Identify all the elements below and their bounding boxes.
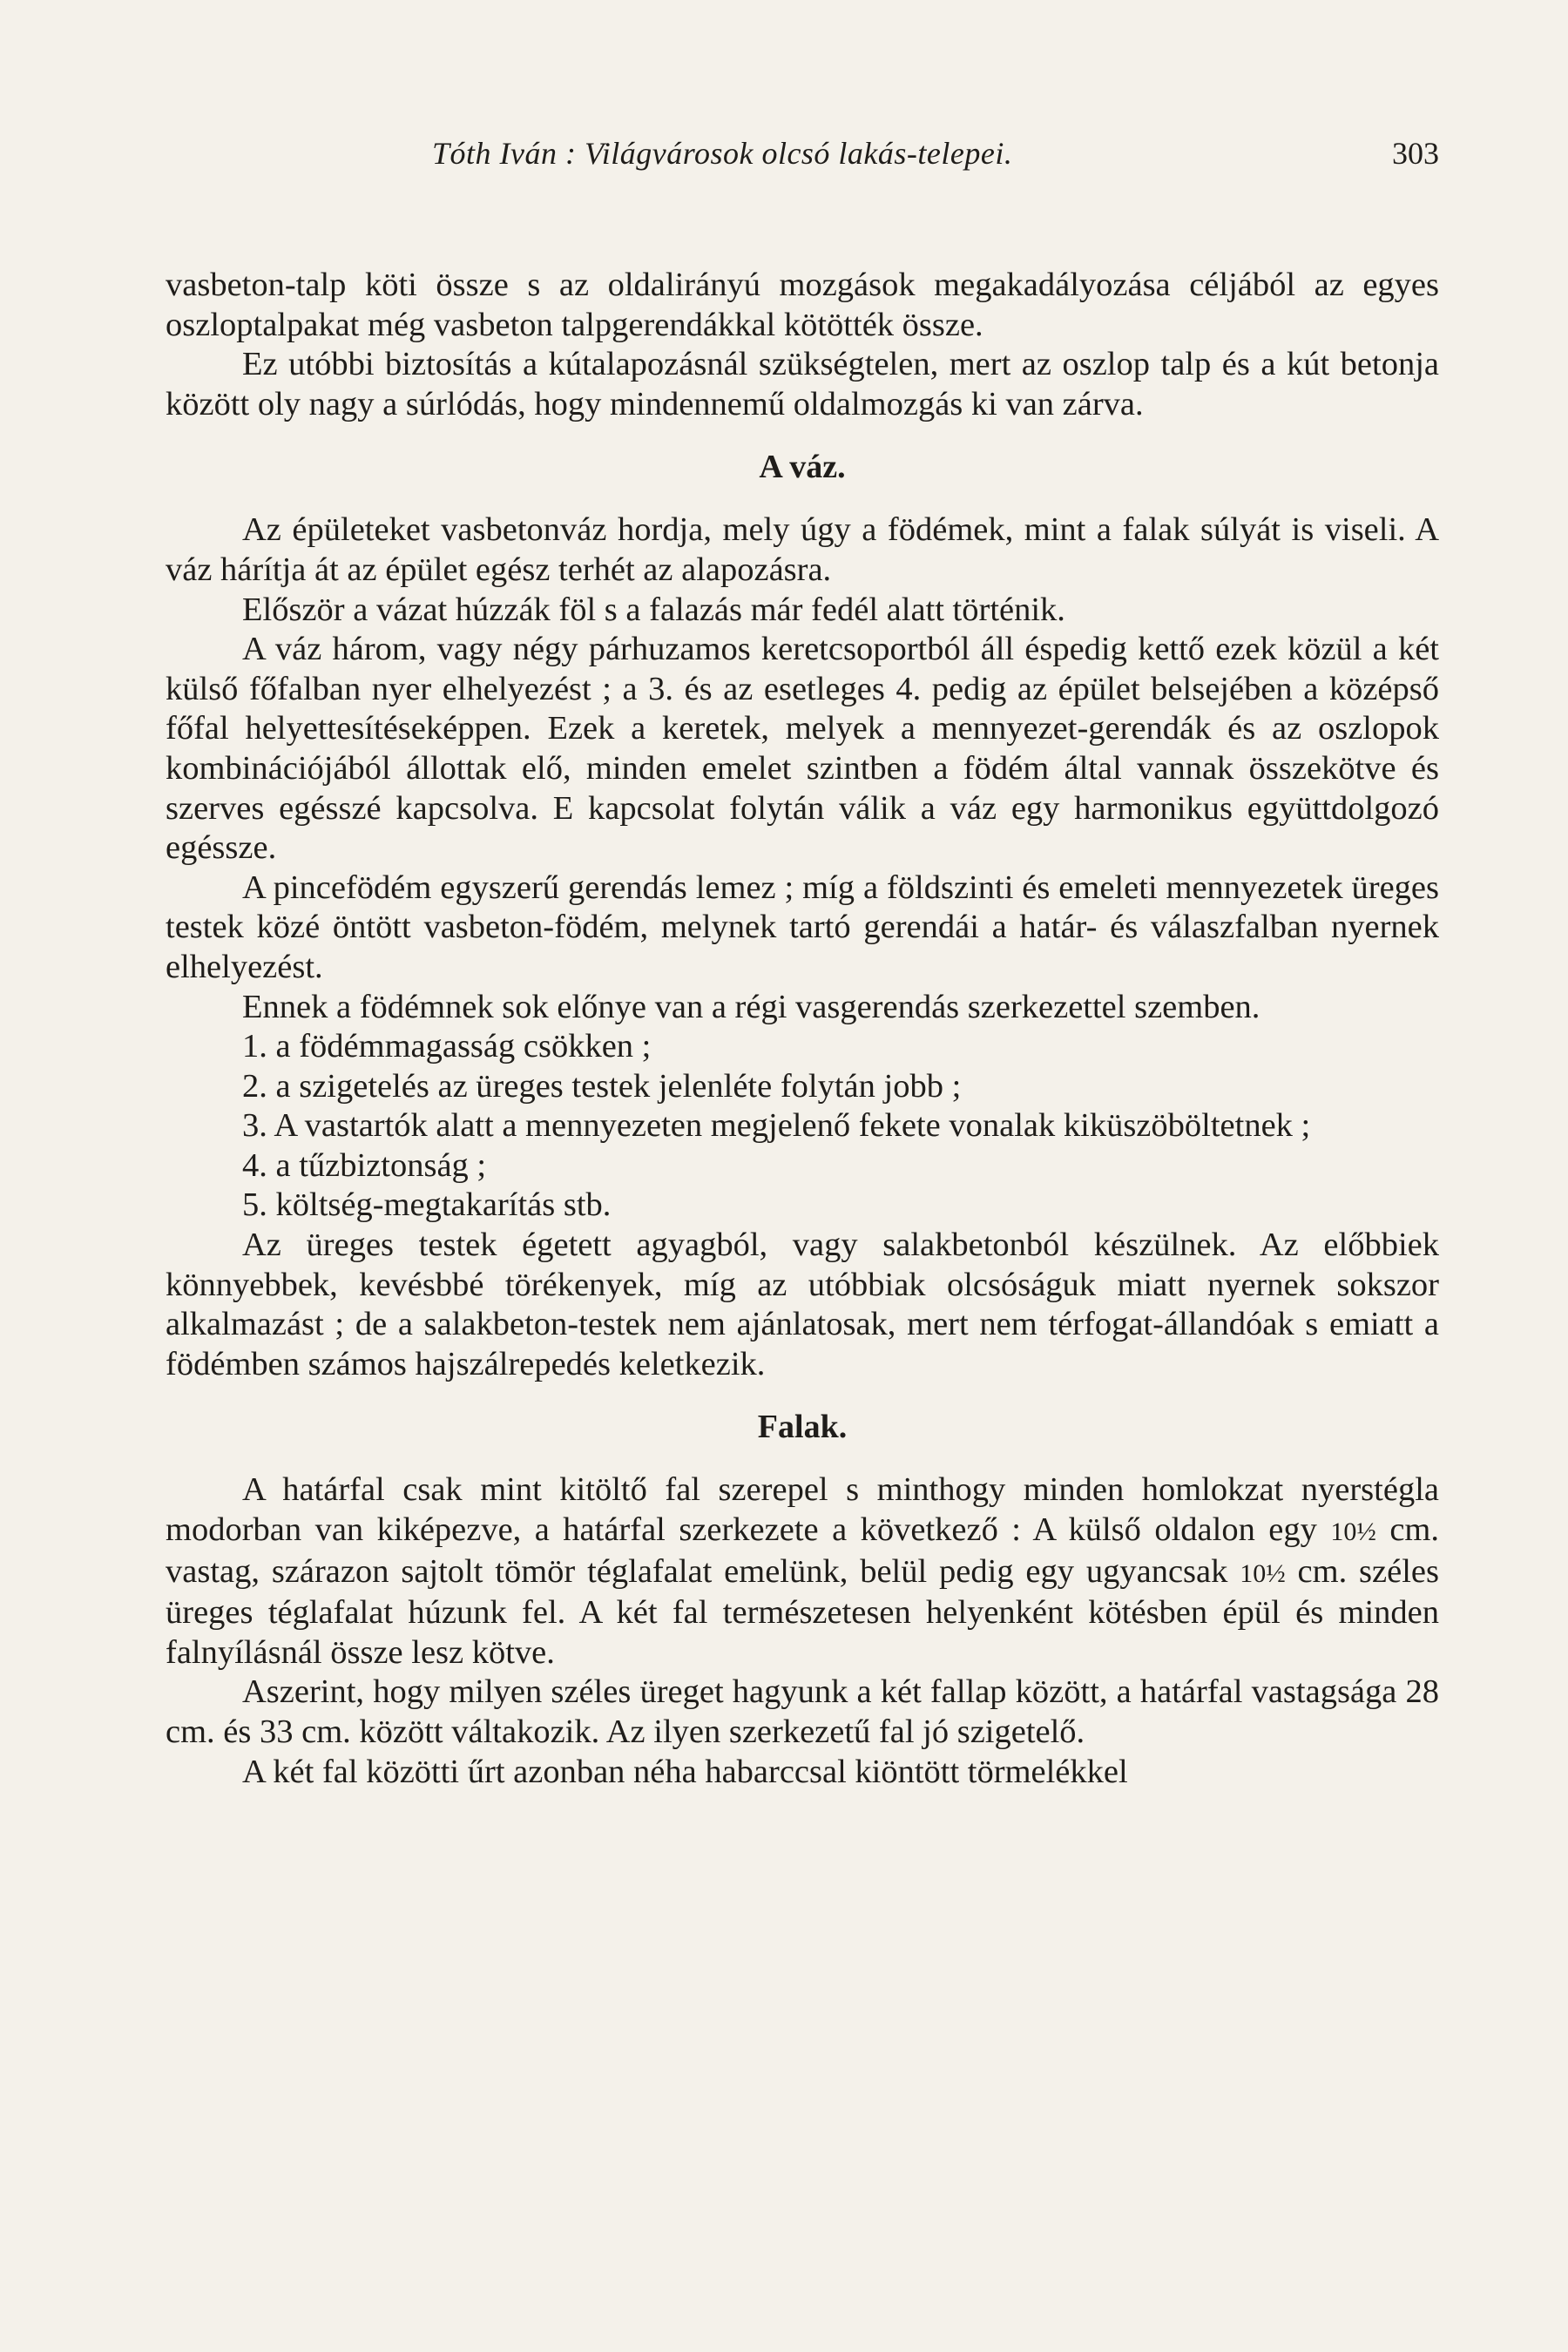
paragraph: Ennek a födémnek sok előnye van a régi vasgerendás szerkezettel szemben. xyxy=(242,988,1260,1025)
text-run: cm. széles üreges téglafalat húzunk fel. A két fal természetesen helyenként kötésben épül és minden falnyílásnál össze lesz kötve. xyxy=(166,1552,1439,1671)
paragraph: Az üreges testek égetett agyagból, vagy salakbetonból készülnek. Az előbbiek könnyebbek, kevésbbé törékenyek, míg az utóbbiak olcsóságuk miatt nyernek sokszor alkalmazást ; de a salakbeton-testek nem ajánlatosak, mert nem térfogat-állandóak s emiatt a födémben számos hajszálrepedés keletkezik. xyxy=(166,1227,1439,1382)
page-body xyxy=(166,266,1439,1792)
list-item: 3. A vastartók alatt a mennyezeten megjelenő fekete vonalak kiküszöböltetnek ; xyxy=(242,1107,1311,1145)
paragraph: Az épületeket vasbetonváz hordja, mely úgy a födémek, mint a falak súlyát is viseli. A váz hárítja át az épület egész terhét az alapozásra. xyxy=(166,511,1439,588)
list-item: 4. a tűzbiztonság ; xyxy=(242,1146,487,1184)
section-heading-vaz: A váz. xyxy=(759,449,846,486)
paragraph: Aszerint, hogy milyen széles üreget hagyunk a két fallap között, a határfal vastagsága 28 cm. és 33 cm. között váltakozik. Az ilyen szerkezetű fal jó szigetelő. xyxy=(166,1673,1439,1750)
page-header xyxy=(166,135,1439,179)
list-item: 5. költség-megtakarítás stb. xyxy=(242,1186,612,1224)
paragraph: Először a vázat húzzák föl s a falazás már fedél alatt történik. xyxy=(242,591,1065,628)
paragraph: A pincefödém egyszerű gerendás lemez ; míg a földszinti és emeleti mennyezetek üreges testek közé öntött vasbeton-födém, melynek tartó gerendái a határ- és válaszfalban nyernek elhelyezést. xyxy=(166,868,1439,985)
list-item: 2. a szigetelés az üreges testek jelenléte folytán jobb ; xyxy=(242,1067,962,1105)
paragraph: A váz három, vagy négy párhuzamos keretcsoportból áll éspedig kettő ezek közül a két külső főfalban nyer elhelyezést ; a 3. és az esetleges 4. pedig az épület belsejében a középső főfal helyettesítéseképpen. Ezek a keretek, melyek a mennyezet-gerendák és az oszlopok kombinációjából állottak elő, minden emelet szintben a födém által vannak összekötve és szerves egésszé kapcsolva. E kapcsolat folytán válik a váz egy harmonikus együttdolgozó egéssze. xyxy=(166,631,1439,867)
paragraph xyxy=(166,1470,1439,1673)
paragraph: Ez utóbbi biztosítás a kútalapozásnál szükségtelen, mert az oszlop talp és a kút betonja között oly nagy a súrlódás, hogy mindennemű oldalmozgás ki van zárva. xyxy=(166,346,1439,422)
text-run: A határfal csak mint kitöltő fal szerepel s minthogy minden homlokzat nyerstégla modorban van kiképezve, a határfal szerkezete a következő : A külső oldalon egy xyxy=(166,1471,1439,1549)
list-item: 1. a födémmagasság csökken ; xyxy=(242,1028,652,1065)
section-heading-falak: Falak. xyxy=(757,1409,848,1446)
page-number: 303 xyxy=(1392,136,1439,171)
paragraph: A két fal közötti űrt azonban néha habarccsal kiöntött törmelékkel xyxy=(242,1753,1128,1790)
fraction: 10½ xyxy=(1330,1517,1376,1547)
running-title: Tóth Iván : Világvárosok olcsó lakás-telepei. xyxy=(432,136,1013,171)
text-run: cm. vastag, szárazon sajtolt tömör téglafalat emelünk, belül pedig egy ugyancsak xyxy=(166,1511,1439,1590)
paragraph-continuation: vasbeton-talp köti össze s az oldalirányú mozgások megakadályozása céljából az egyes oszloptalpakat még vasbeton talpgerendákkal kötötték össze. xyxy=(166,267,1439,343)
fraction: 10½ xyxy=(1240,1558,1286,1588)
